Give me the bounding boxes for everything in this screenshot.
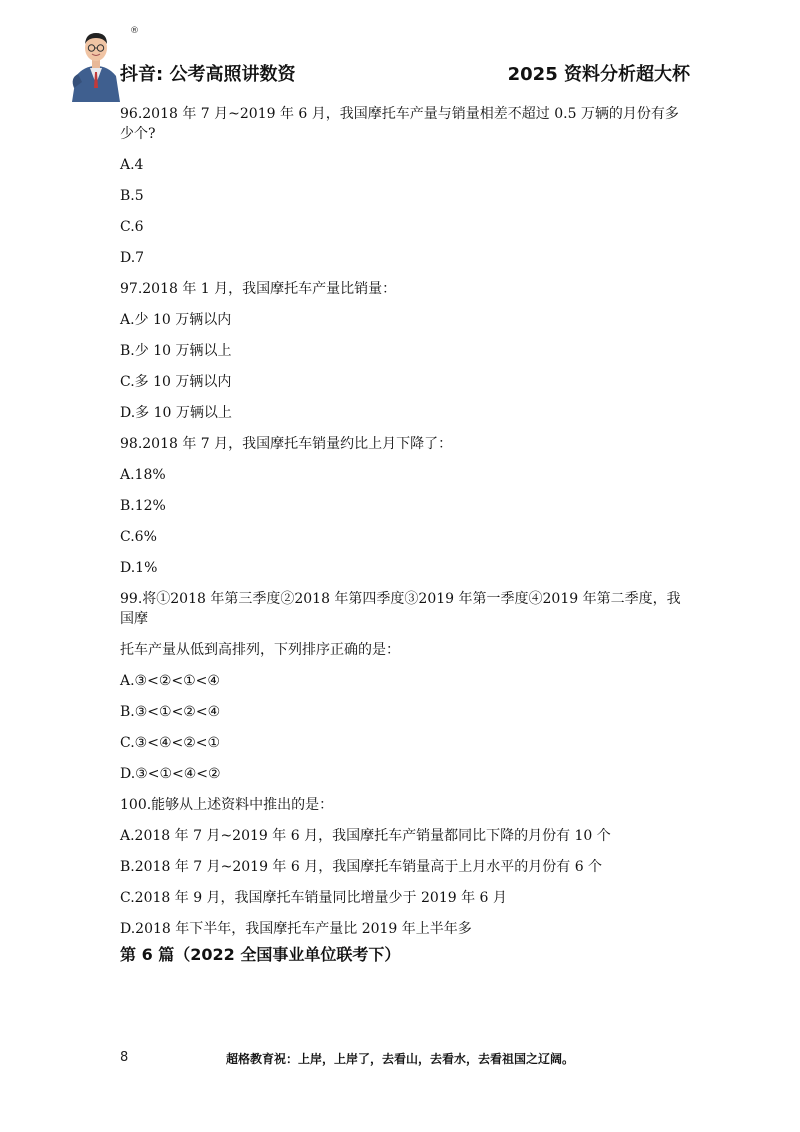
- option-c: C.6%: [120, 529, 157, 545]
- question-stem: 98.2018 年 7 月，我国摩托车销量约比上月下降了：: [120, 436, 453, 452]
- option-c: C.2018 年 9 月，我国摩托车销量同比增量少于 2019 年 6 月: [120, 890, 507, 906]
- option-d: D.1%: [120, 560, 158, 576]
- option-c: C.多 10 万辆以内: [120, 374, 232, 390]
- option-d: D.7: [120, 250, 145, 266]
- option-a: A.③<②<①<④: [120, 673, 220, 689]
- question-98: [120, 434, 690, 578]
- section-title: 第 6 篇（2022 全国事业单位联考下）: [120, 945, 401, 964]
- presenter-photo-icon: [68, 26, 124, 102]
- question-97: [120, 279, 690, 423]
- question-stem: 97.2018 年 1 月，我国摩托车产量比销量：: [120, 281, 397, 297]
- page-number: 8: [120, 1050, 129, 1065]
- question-stem: 100.能够从上述资料中推出的是：: [120, 797, 334, 813]
- option-d: D.多 10 万辆以上: [120, 405, 232, 421]
- option-b: B.5: [120, 188, 144, 204]
- option-a: A.18%: [120, 467, 166, 483]
- option-d: D.③<①<④<②: [120, 766, 221, 782]
- question-stem-line-1: 99.将①2018 年第三季度②2018 年第四季度③2019 年第一季度④2019 年第二季度，我国摩: [120, 591, 681, 627]
- question-stem-line-2: 托车产量从低到高排列，下列排序正确的是：: [120, 642, 400, 658]
- option-c: C.6: [120, 219, 144, 235]
- avatar: [68, 26, 124, 102]
- question-96: [120, 104, 690, 268]
- question-stem: 96.2018 年 7 月~2019 年 6 月，我国摩托车产量与销量相差不超过 0.5 万辆的月份有多少个?: [120, 106, 679, 142]
- course-title: 2025 资料分析超大杯: [507, 64, 690, 85]
- registered-mark: ®: [130, 26, 139, 36]
- question-list: [120, 104, 690, 950]
- option-b: B.少 10 万辆以上: [120, 343, 232, 359]
- option-b: B.12%: [120, 498, 166, 514]
- question-100: [120, 795, 690, 939]
- question-99: [120, 589, 690, 784]
- option-c: C.③<④<②<①: [120, 735, 221, 751]
- option-a: A.2018 年 7 月~2019 年 6 月，我国摩托车产销量都同比下降的月份有 10 个: [120, 828, 611, 844]
- option-a: A.少 10 万辆以内: [120, 312, 232, 328]
- footer-slogan: 超格教育祝：上岸，上岸了，去看山，去看水，去看祖国之辽阔。: [225, 1052, 574, 1066]
- page-header: [0, 0, 800, 100]
- option-b: B.③<①<②<④: [120, 704, 221, 720]
- option-b: B.2018 年 7 月~2019 年 6 月，我国摩托车销量高于上月水平的月份有 6 个: [120, 859, 603, 875]
- option-a: A.4: [120, 157, 144, 173]
- channel-title: 抖音: 公考高照讲数资: [120, 64, 296, 85]
- option-d: D.2018 年下半年，我国摩托车产量比 2019 年上半年多: [120, 921, 472, 937]
